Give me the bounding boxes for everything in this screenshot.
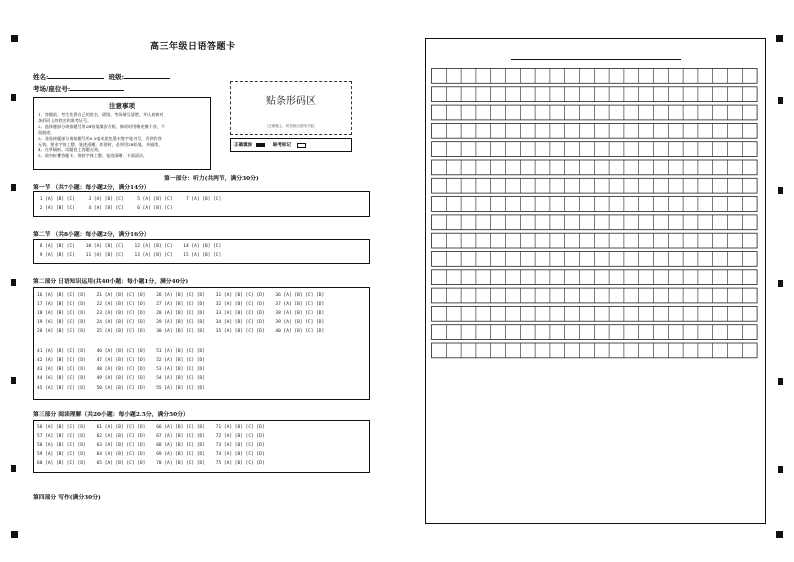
timing-mark-left-3	[11, 279, 16, 286]
section2-title: 第二节 （共8小题：每小题2分，满分16分）	[33, 232, 150, 238]
part4-title: 第四部分 写作(满分30分)	[33, 495, 101, 501]
timing-mark-right-5	[778, 466, 783, 473]
answer-row[interactable]: 45 [A] [B] [C] [D] 50 [A] [B] [C] [D] 55 [A] [B] [C] [D]	[37, 386, 205, 391]
notice-line: 4、在草稿纸、试题卷上答题无效。	[38, 147, 103, 153]
alignment-mark-top-left	[11, 35, 18, 42]
room-seat-line	[70, 85, 124, 91]
notice-line: 5、请勿折叠答题卡，保持字体工整、笔迹清晰、卡面清洁。	[38, 153, 148, 159]
notice-line: 2、选择题部分请按题号用2B铅笔填涂方框，修改时用橡皮擦干净，不	[38, 123, 165, 129]
name-label: 姓名:	[33, 73, 49, 81]
notice-line: 留痕迹。	[38, 129, 55, 135]
answer-row[interactable]: 9 [A] [B] [C] 11 [A] [B] [C] 13 [A] [B] [C] 15 [A] [B] [C]	[37, 253, 222, 258]
notice-line: 1、答题前，考生先将自己的姓名、班级、考场填写清楚，并认真核对	[38, 112, 164, 117]
answer-row[interactable]: 16 [A] [B] [C] [D] 21 [A] [B] [C] [D] 26 [A] [B] [C] [D] 31 [A] [B] [C] [D] 36 [A] [B] [C] [D]	[37, 293, 325, 298]
fill-legend	[230, 138, 352, 152]
answer-row[interactable]: 42 [A] [B] [C] [D] 47 [A] [B] [C] [D] 52 [A] [B] [C] [D]	[37, 358, 205, 363]
notice-box	[33, 97, 211, 170]
timing-mark-left-1	[11, 94, 16, 101]
correct-fill-label: 正确填涂	[234, 143, 252, 148]
notice-line: 3、非选择题部分请按题号用0.5毫米黑色墨水签字笔书写，否则作答	[38, 135, 162, 141]
timing-mark-right-4	[778, 378, 783, 385]
timing-mark-right-2	[778, 187, 783, 194]
notice-line: 无效。要求字体工整、笔迹清晰。作图时，必须用2B铅笔，并描浓。	[38, 141, 163, 147]
notice-title: 注意事项	[109, 102, 135, 110]
class-line	[124, 73, 170, 79]
timing-mark-left-2	[11, 184, 16, 191]
timing-mark-right-1	[778, 97, 783, 104]
answer-row[interactable]: 44 [A] [B] [C] [D] 49 [A] [B] [C] [D] 54 [A] [B] [C] [D]	[37, 376, 205, 381]
answer-row[interactable]: 59 [A] [B] [C] [D] 64 [A] [B] [C] [D] 69 [A] [B] [C] [D] 74 [A] [B] [C] [D]	[37, 452, 265, 457]
part1-title: 第一部分：听力(共两节，满分30分)	[164, 176, 259, 182]
section2-answer-box	[33, 239, 370, 264]
answer-row[interactable]: 19 [A] [B] [C] [D] 24 [A] [B] [C] [D] 29 [A] [B] [C] [D] 34 [A] [B] [C] [D] 39 [A] [B] [C] [D]	[37, 320, 325, 325]
answer-row[interactable]: 58 [A] [B] [C] [D] 63 [A] [B] [C] [D] 68 [A] [B] [C] [D] 73 [A] [B] [C] [D]	[37, 443, 265, 448]
writing-area	[425, 38, 766, 524]
answer-row[interactable]: 2 [A] [B] [C] 4 [A] [B] [C] 6 [A] [B] [C]	[37, 206, 173, 211]
answer-row[interactable]: 56 [A] [B] [C] [D] 61 [A] [B] [C] [D] 66 [A] [B] [C] [D] 71 [A] [B] [C] [D]	[37, 425, 265, 430]
section1-answer-box	[33, 191, 370, 217]
part2-title: 第二部分 日语知识运用(共40小题：每小题1分，满分40分)	[33, 279, 189, 285]
missing-mark-label: 缺考标记	[273, 143, 291, 148]
answer-row[interactable]: 20 [A] [B] [C] [D] 25 [A] [B] [C] [D] 30 [A] [B] [C] [D] 35 [A] [B] [C] [D] 40 [A] [B] [C] [D]	[37, 329, 325, 334]
answer-row[interactable]: 1 [A] [B] [C] 3 [A] [B] [C] 5 [A] [B] [C] 7 [A] [B] [C]	[37, 197, 222, 202]
alignment-mark-bottom-left	[11, 531, 18, 538]
answer-row[interactable]: 18 [A] [B] [C] [D] 23 [A] [B] [C] [D] 28 [A] [B] [C] [D] 33 [A] [B] [C] [D] 38 [A] [B] [C] [D]	[37, 311, 325, 316]
timing-mark-left-5	[11, 465, 16, 472]
writing-grid[interactable]	[431, 68, 761, 404]
class-label: 班级:	[108, 73, 125, 81]
room-seat-field[interactable]	[33, 84, 124, 93]
answer-row[interactable]: 43 [A] [B] [C] [D] 48 [A] [B] [C] [D] 53 [A] [B] [C] [D]	[37, 367, 205, 372]
barcode-subtitle: （正面朝上，切勿贴出虚线方框）	[264, 124, 318, 128]
barcode-title: 贴条形码区	[266, 96, 316, 107]
name-line	[48, 73, 104, 79]
timing-mark-right-3	[778, 280, 783, 287]
barcode-area	[230, 81, 352, 135]
answer-row[interactable]: 57 [A] [B] [C] [D] 62 [A] [B] [C] [D] 67 [A] [B] [C] [D] 72 [A] [B] [C] [D]	[37, 434, 265, 439]
name-field[interactable]	[33, 72, 170, 81]
missing-mark-checkbox[interactable]	[297, 143, 306, 148]
answer-row[interactable]: 41 [A] [B] [C] [D] 46 [A] [B] [C] [D] 51 [A] [B] [C] [D]	[37, 349, 205, 354]
timing-mark-left-4	[11, 377, 16, 384]
sheet-title: 高三年级日语答题卡	[150, 42, 236, 52]
alignment-mark-top-right	[776, 35, 783, 42]
part3-title: 第三部分 阅读理解（共20小题：每小题2.5分，满分50分）	[33, 412, 189, 418]
correct-fill-sample	[256, 143, 265, 147]
section1-title: 第一节 （共7小题：每小题2分，满分14分）	[33, 185, 150, 191]
alignment-mark-bottom-right	[776, 531, 783, 538]
answer-row[interactable]: 8 [A] [B] [C] 10 [A] [B] [C] 12 [A] [B] [C] 14 [A] [B] [C]	[37, 244, 222, 249]
notice-line: 条形码上的姓名和准考证号。	[38, 117, 92, 123]
answer-row[interactable]: 60 [A] [B] [C] [D] 65 [A] [B] [C] [D] 70 [A] [B] [C] [D] 75 [A] [B] [C] [D]	[37, 461, 265, 466]
writing-title-line	[511, 59, 681, 60]
room-seat-label: 考场/座位号:	[33, 85, 71, 93]
answer-row[interactable]: 17 [A] [B] [C] [D] 22 [A] [B] [C] [D] 27 [A] [B] [C] [D] 32 [A] [B] [C] [D] 37 [A] [B] [C] [D]	[37, 302, 325, 307]
